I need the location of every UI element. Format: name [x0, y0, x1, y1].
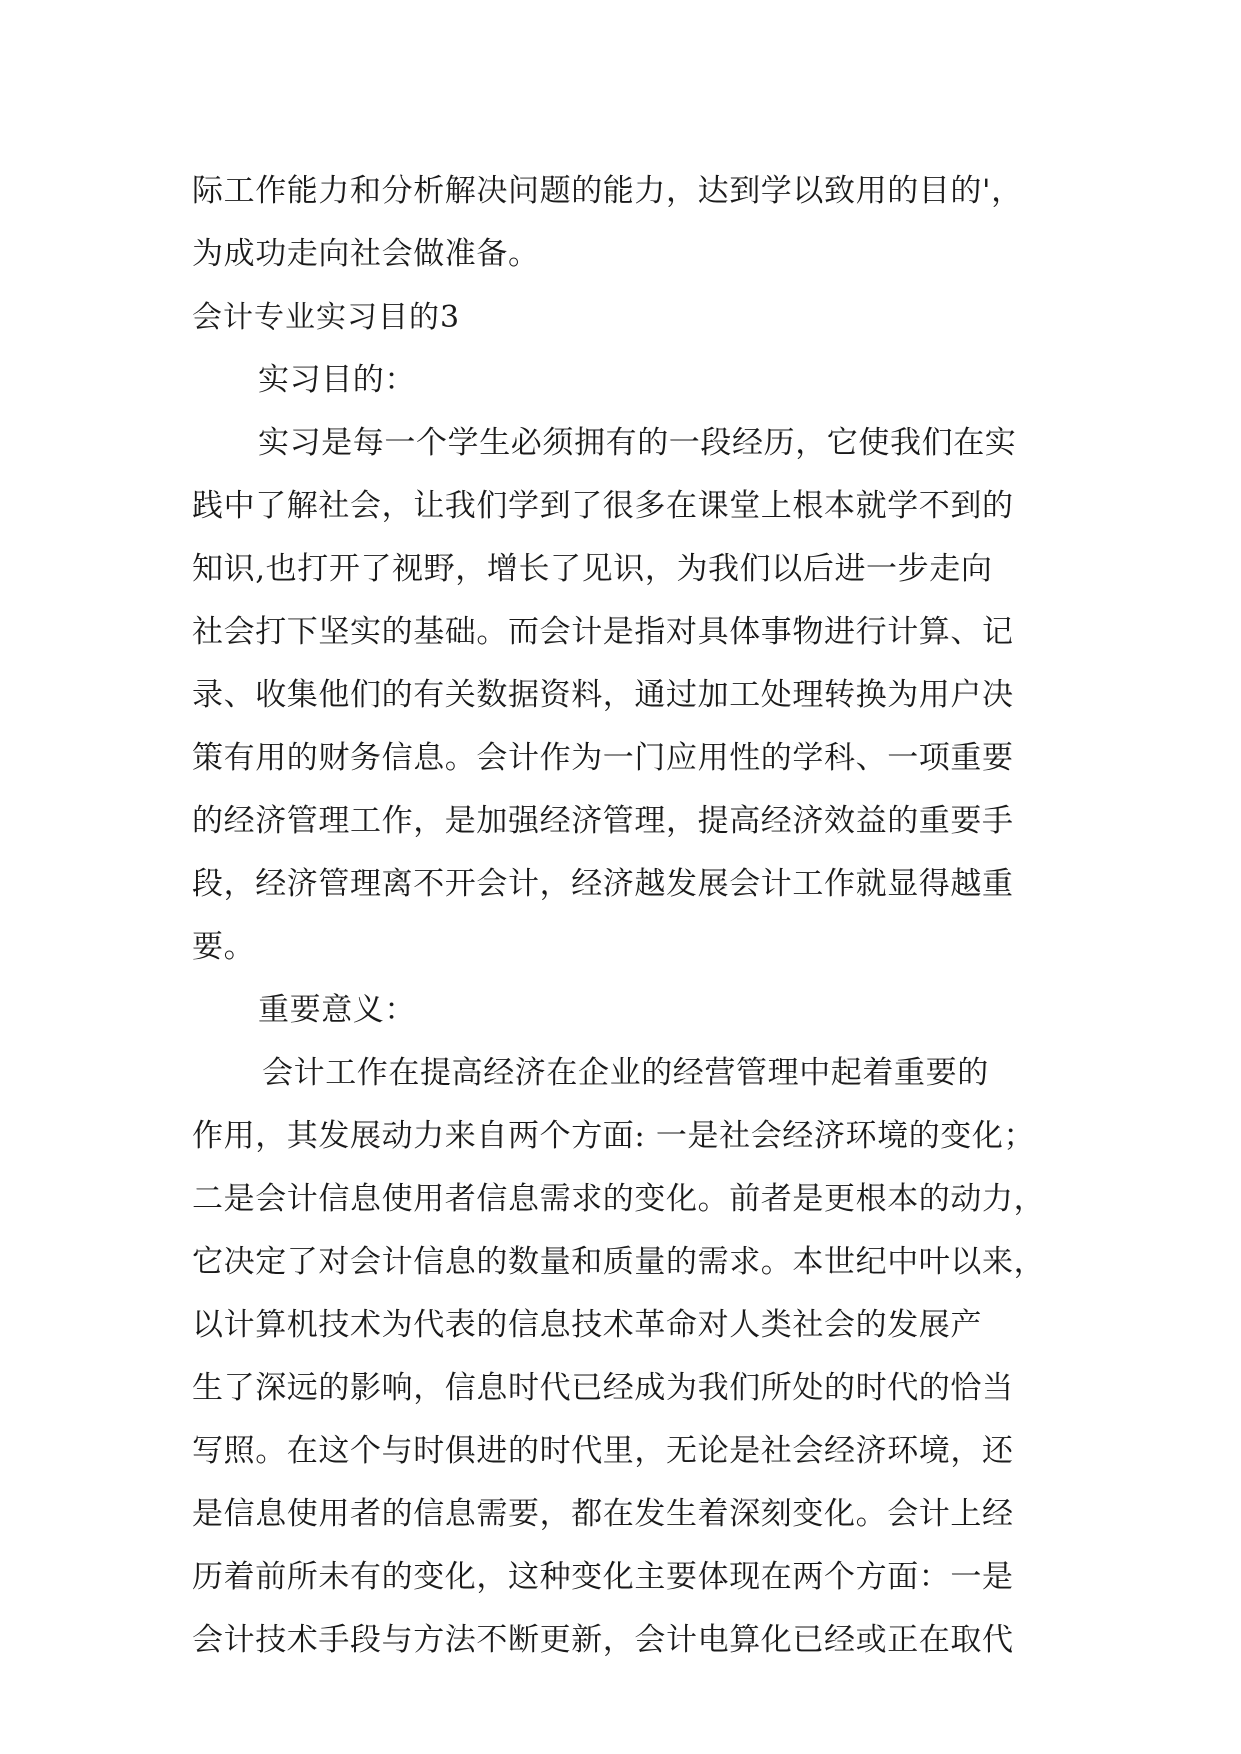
document-body: [192, 160, 1046, 1672]
body-line: 会计技术手段与方法不断更新，会计电算化已经或正在取代: [192, 1622, 1014, 1658]
body-line: 它决定了对会计信息的数量和质量的需求。本世纪中叶以来，: [192, 1244, 1046, 1280]
body-line: 践中了解社会，让我们学到了很多在课堂上根本就学不到的: [192, 488, 1014, 524]
body-line: 段，经济管理离不开会计，经济越发展会计工作就显得越重: [192, 866, 1014, 902]
body-line: 要。: [192, 929, 256, 965]
body-line: 历着前所未有的变化，这种变化主要体现在两个方面：一是: [192, 1559, 1014, 1595]
body-line: 生了深远的影响，信息时代已经成为我们所处的时代的恰当: [192, 1370, 1014, 1406]
body-line: 录、收集他们的有关数据资料，通过加工处理转换为用户决: [192, 677, 1014, 713]
body-line: 是信息使用者的信息需要，都在发生着深刻变化。会计上经: [192, 1496, 1014, 1532]
subheading-internship-purpose: 实习目的：: [258, 362, 416, 398]
body-line: 社会打下坚实的基础。而会计是指对具体事物进行计算、记: [192, 614, 1014, 650]
body-line: 知识,也打开了视野，增长了见识，为我们以后进一步走向: [192, 551, 993, 587]
paragraph-start: 实习是每一个学生必须拥有的一段经历，它使我们在实: [258, 425, 1017, 461]
section-heading: 会计专业实习目的3: [192, 300, 461, 335]
body-line: 作用，其发展动力来自两个方面: 一是社会经济环境的变化；: [192, 1118, 1036, 1154]
subheading-significance: 重要意义：: [258, 992, 416, 1028]
body-line: 策有用的财务信息。会计作为一门应用性的学科、一项重要: [192, 740, 1014, 776]
body-line: 以计算机技术为代表的信息技术革命对人类社会的发展产: [192, 1307, 982, 1343]
paragraph-start: 会计工作在提高经济在企业的经营管理中起着重要的: [262, 1055, 989, 1091]
body-line: 二是会计信息使用者信息需求的变化。前者是更根本的动力，: [192, 1181, 1046, 1217]
body-line: 为成功走向社会做准备。: [192, 236, 540, 272]
body-line: 际工作能力和分析解决问题的能力，达到学以致用的目的'，: [192, 173, 1023, 209]
body-line: 写照。在这个与时俱进的时代里，无论是社会经济环境，还: [192, 1433, 1014, 1469]
body-line: 的经济管理工作，是加强经济管理，提高经济效益的重要手: [192, 803, 1014, 839]
